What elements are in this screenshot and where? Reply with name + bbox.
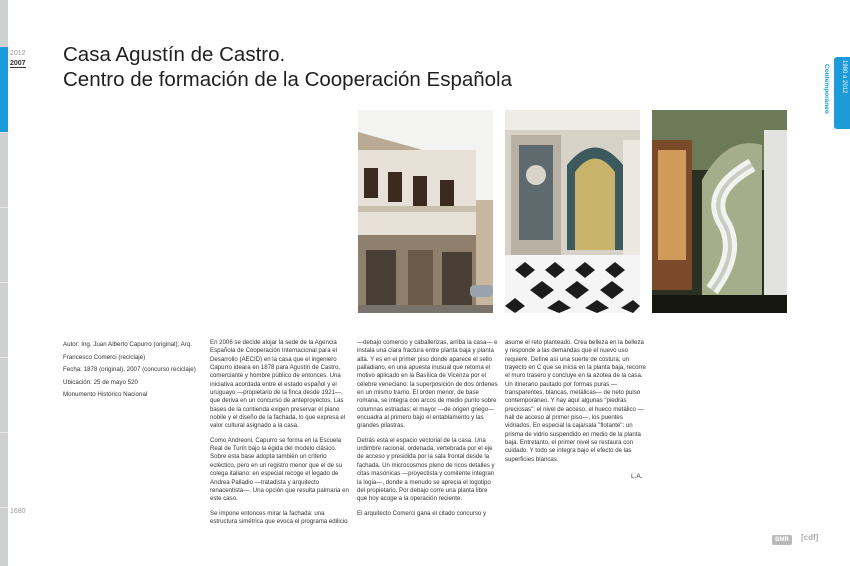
photo-facade bbox=[358, 110, 493, 313]
meta-autor: Autor: Ing. Juan Alberto Capurro (original); Arq. bbox=[63, 341, 192, 348]
period-tab-label: 1980 a 2012 bbox=[841, 60, 847, 94]
meta-autor-cont: Francesco Comerci (reciclaje) bbox=[63, 353, 146, 361]
paragraph: Como Andreoni, Capurro se forma en la Escuela Real de Turín bajo la égida del modelo clásico. Sobre esta base adopta también un criterio ecléctico, pero en un registro menor que el de su colega italiano: en especial recoge el legado de Andrea Palladio —tratadista y arquitecto renacentista—. Una opción que resulta palmaria en este caso. bbox=[210, 436, 349, 503]
section-label: Contemporáneo bbox=[823, 64, 830, 114]
project-metadata bbox=[63, 339, 203, 402]
page-title bbox=[63, 42, 512, 92]
meta-ubicacion: Ubicación: 25 de mayo 520 bbox=[63, 378, 138, 386]
timeline-strip bbox=[0, 0, 8, 566]
paragraph: El arquitecto Comerci gana el citado concurso y bbox=[357, 509, 487, 517]
bmr-logo: BMR bbox=[772, 535, 792, 545]
timeline-year-bottom: 1680 bbox=[10, 508, 26, 515]
title-line-2: Centro de formación de la Cooperación Española bbox=[63, 68, 512, 91]
timeline-year-top: 2012 bbox=[10, 50, 26, 57]
text-column-1 bbox=[210, 339, 352, 532]
timeline-active-marker bbox=[0, 47, 8, 132]
title-line-1: Casa Agustín de Castro. bbox=[63, 43, 286, 66]
author-signature: L.A. bbox=[631, 473, 643, 480]
paragraph: —debajo comercio y caballerizas, arriba la casa— e instala una clara fractura entre planta baja y planta alta. Y es en el primer piso donde aparece el sello palladiano, en una apuesta inusual que retoma el motivo aplicado en la Basílica de Vicenza por el célebre veneciano: la superposición de dos órdenes en un mismo tramo. El orden menor, de base romana, se integra con arcos de medio punto sobre columnas estriadas; el mayor —de origen griego— encuadra al primero bajo el entablamento y las grandes pilastras. bbox=[357, 339, 498, 430]
photo-spiral-stair bbox=[652, 110, 787, 313]
paragraph: Se impone entonces mirar la fachada: una estructura simétrica que evoca el programa edilicio bbox=[210, 509, 348, 525]
timeline-segment bbox=[0, 207, 8, 283]
timeline-segment bbox=[0, 357, 8, 433]
timeline-segment bbox=[0, 432, 8, 508]
text-column-3 bbox=[505, 339, 647, 470]
paragraph: Detrás está el espacio vectorial de la casa. Una urdimbre racional, ordenada, vertebrada por el eje de acceso y presidida por la sala frontal desde la fachada. Un microcosmos pleno de ricos detalles y citas masónicas —proyectista y comitente integran la logia—, donde a menudo se aprecia el logotipo del propietario. Por debajo corre una planta libre que hoy acoge a la operación reciente. bbox=[357, 436, 495, 503]
paragraph: asume el reto planteado. Crea belleza en la belleza y responde a las demandas que el nuevo uso requiere. Define así una suerte de costura; un trayecto en C que se inicia en la planta baja, recorre el muro trasero y concluye en la azotea de la casa. Un itinerario pautado por formas puras —transparentes, blancas, metálicas— de neto pulso contemporáneo. Y hay aquí algunas "piedras preciosas": el nivel de acceso, el hueco metálico —hall de acceso al primer piso—, los puentes vidriados. En especial la caja/sala "flotante": un prisma de vidrio suspendido en medio de la planta baja. Entretanto, el primer nivel se restaura con cuidado. Y todo se integra bajo el efecto de las superficies blancas. bbox=[505, 339, 646, 463]
photo-interior-hall bbox=[505, 110, 640, 313]
meta-fecha: Fecha: 1878 (original), 2007 (concurso reciclaje) bbox=[63, 366, 196, 373]
paragraph: En 2006 se decide alojar la sede de la Agencia Española de Cooperación Internacional para el Desarrollo (AECID) en la casa que el ingeniero Capurro ideara en 1878 para Agustín de Castro, comerciante y hombre público de entonces. Una iniciativa acordada entre el estado español y el uruguayo —propietario de la finca desde 1921—, que deriva en un concurso de anteproyectos. Las bases de la contienda exigen preservar el piano nobile y el diseño de la fachada, lo que expresa el valor cultural asignado a la casa. bbox=[210, 339, 346, 430]
text-column-2 bbox=[357, 339, 499, 524]
timeline-segment bbox=[0, 132, 8, 208]
timeline-year-current: 2007 bbox=[10, 60, 26, 67]
meta-monumento: Monumento Histórico Nacional bbox=[63, 391, 148, 398]
timeline-segment bbox=[0, 282, 8, 358]
cdf-logo: [cdf] bbox=[801, 533, 819, 542]
